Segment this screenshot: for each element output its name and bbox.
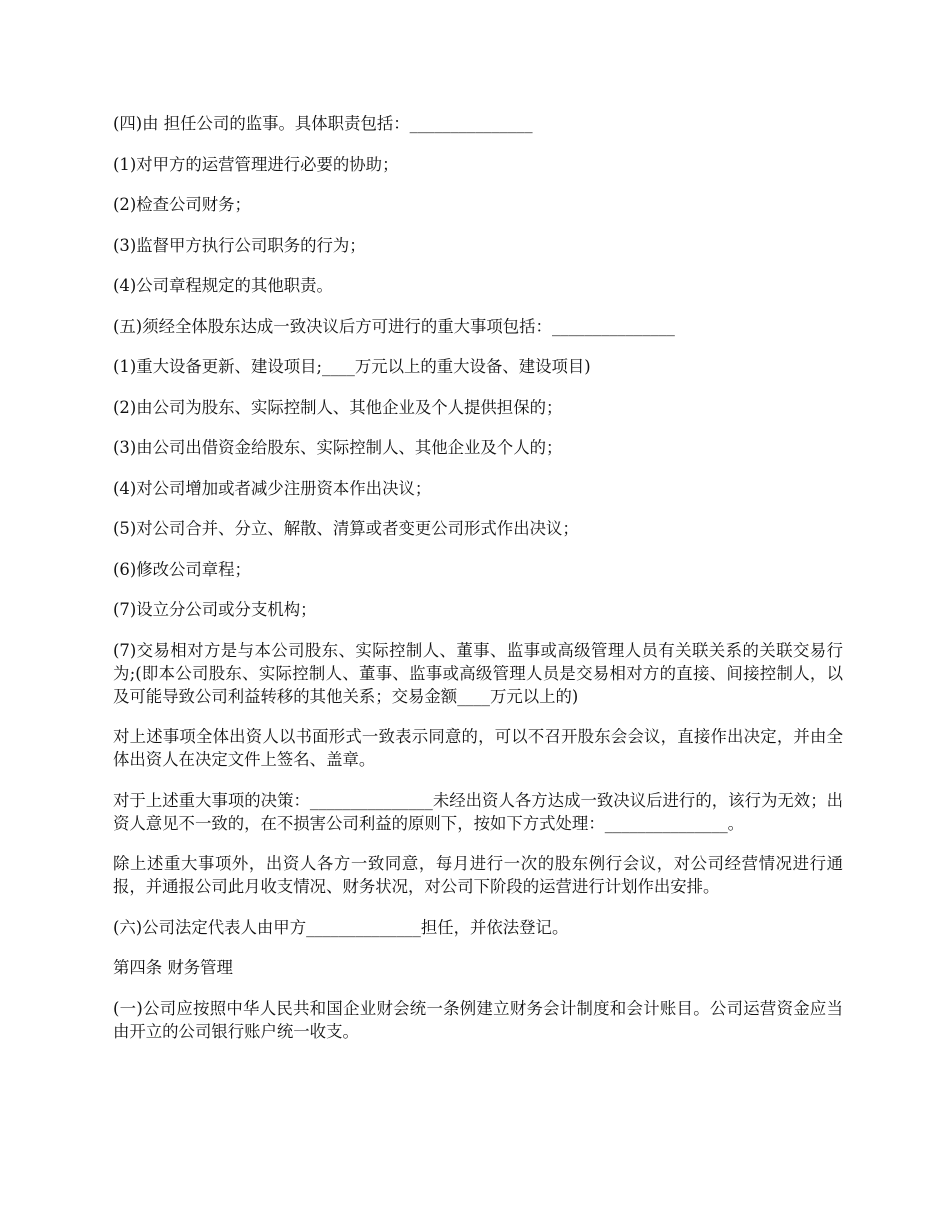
list-item: (4)公司章程规定的其他职责。 [113, 276, 333, 295]
paragraph-monthly-meeting: 除上述重大事项外，出资人各方一致同意，每月进行一次的股东例行会议，对公司经营情况进行通报，并通报公司此月收支情况、财务状况，对公司下阶段的运营进行计划作出安排。 [113, 854, 843, 896]
paragraph-supervisor-duties: (四)由 担任公司的监事。具体职责包括：_______________ [113, 114, 533, 133]
paragraph-written-consent: 对上述事项全体出资人以书面形式一致表示同意的，可以不召开股东会会议，直接作出决定，并由全体出资人在决定文件上签名、盖章。 [113, 727, 843, 769]
paragraph-financial-management: (一)公司应按照中华人民共和国企业财会统一条例建立财务会计制度和会计账目。公司运营资金应当由开立的公司银行账户统一收支。 [113, 998, 843, 1041]
list-item: (3)由公司出借资金给股东、实际控制人、其他企业及个人的； [113, 438, 563, 457]
list-item: (2)检查公司财务； [113, 195, 251, 214]
paragraph-major-matters: (五)须经全体股东达成一致决议后方可进行的重大事项包括：_______________ [113, 316, 675, 336]
paragraph-decision-handling: 对于上述重大事项的决策：_______________未经出资人各方达成一致决议后进行的，该行为无效；出资人意见不一致的，在不损害公司利益的原则下，按如下方式处理：_______________。 [113, 790, 843, 833]
list-item: (7)交易相对方是与本公司股东、实际控制人、董事、监事或高级管理人员有关联关系的关联交易行为;(即本公司股东、实际控制人、董事、监事或高级管理人员是交易相对方的直接、间接控制人，以及可能导致公司利益转移的其他关系；交易金额____万元以上的) [113, 640, 843, 706]
list-item: (7)设立分公司或分支机构； [113, 600, 317, 619]
section-heading: 第四条 财务管理 [113, 958, 233, 977]
list-item: (5)对公司合并、分立、解散、清算或者变更公司形式作出决议； [113, 519, 579, 538]
paragraph-legal-representative: (六)公司法定代表人由甲方______________担任，并依法登记。 [113, 917, 569, 937]
list-item: (3)监督甲方执行公司职务的行为； [113, 235, 366, 255]
list-item: (6)修改公司章程； [113, 559, 251, 579]
list-item: (1)对甲方的运营管理进行必要的协助； [113, 154, 399, 174]
document-body [113, 112, 843, 1060]
list-item: (4)对公司增加或者减少注册资本作出决议； [113, 478, 432, 498]
list-item: (2)由公司为股东、实际控制人、其他企业及个人提供担保的； [113, 397, 563, 417]
list-item: (1)重大设备更新、建设项目;____万元以上的重大设备、建设项目) [113, 357, 591, 376]
